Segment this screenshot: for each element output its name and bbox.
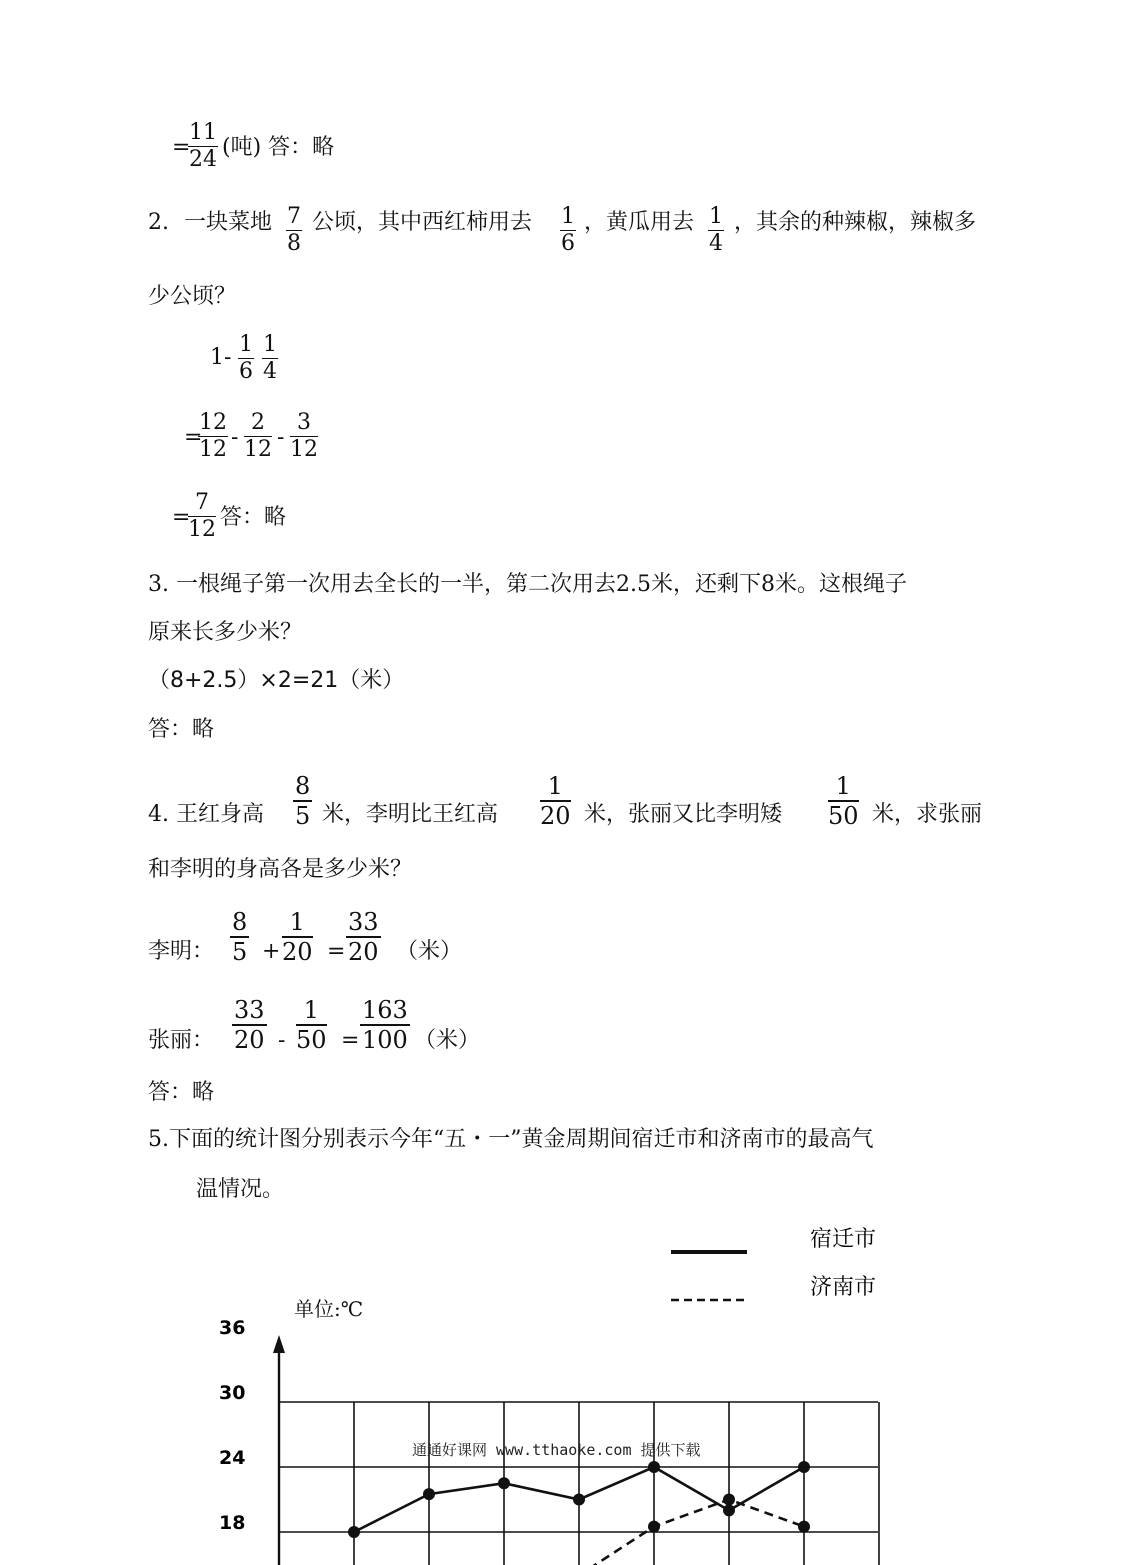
data-point	[348, 1526, 360, 1538]
prev-answer-prefix: =	[172, 135, 191, 160]
fraction-denominator: 4	[709, 231, 723, 256]
fraction-numerator: 7	[188, 490, 216, 517]
chart-watermark: 通通好课网 www.tthaoke.com 提供下载	[412, 1441, 701, 1459]
fraction-denominator: 50	[828, 802, 859, 830]
q4-text-4: 米，求张丽	[872, 802, 983, 827]
q2-step2-op1: -	[231, 425, 239, 450]
q4-liming-fraction-2	[282, 908, 313, 966]
q4-zhangli-fraction-2	[296, 996, 327, 1054]
data-point	[723, 1494, 735, 1506]
series-line	[354, 1467, 804, 1532]
q4-fraction-1	[293, 772, 312, 830]
q2-text-2: 公顷，其中西红柿用去	[312, 210, 533, 235]
fraction-denominator: 100	[362, 1026, 408, 1054]
fraction-numerator: 1	[239, 332, 253, 357]
fraction-denominator: 20	[234, 1026, 265, 1054]
q4-liming-label: 李明：	[148, 939, 215, 964]
q2-fraction-2	[560, 204, 576, 257]
fraction-denominator: 12	[188, 517, 216, 542]
q4-zhangli-op: -	[278, 1028, 286, 1053]
chart-legend	[671, 1227, 876, 1300]
q4-text-3: 米，张丽又比李明矮	[584, 802, 783, 827]
fraction-denominator: 12	[290, 437, 318, 462]
chart-unit-label: 单位:℃	[294, 1297, 364, 1321]
chart-y-ticks	[219, 1317, 245, 1534]
fraction-numerator: 33	[234, 996, 265, 1024]
q4-liming-unit: （米）	[396, 939, 463, 964]
q4-zhangli-unit: （米）	[414, 1028, 481, 1053]
y-tick-label: 18	[219, 1512, 246, 1534]
q2-number: 2.	[148, 210, 169, 235]
q4-liming-eq: =	[327, 939, 346, 964]
q2-fraction-3	[708, 204, 724, 257]
q4-liming-fraction-3	[346, 908, 381, 966]
fraction-numerator: 163	[362, 996, 408, 1024]
q2-step2-op2: -	[277, 425, 285, 450]
q2-step3-suffix: 答：略	[220, 505, 287, 530]
prev-answer-suffix: (吨) 答：略	[222, 135, 335, 160]
data-point	[573, 1494, 585, 1506]
q2-step1-prefix: 1-	[210, 345, 232, 370]
chart-series	[348, 1461, 810, 1565]
chart-axis	[273, 1335, 285, 1565]
y-axis-arrow-icon	[273, 1335, 285, 1353]
data-point	[498, 1477, 510, 1489]
q3-text-line1: 3. 一根绳子第一次用去全长的一半，第二次用去2.5米，还剩下8米。这根绳子	[148, 572, 907, 597]
q2-step3-fraction	[188, 490, 216, 543]
legend-label: 宿迁市	[810, 1227, 877, 1252]
q4-text-line2: 和李明的身高各是多少米？	[148, 857, 413, 882]
fraction-numerator: 1	[263, 332, 277, 357]
fraction-numerator: 1	[709, 204, 723, 229]
q4-text-1: 4. 王红身高	[148, 802, 264, 827]
fraction-denominator: 50	[296, 1026, 327, 1054]
q3-text-line2: 原来长多少米？	[148, 620, 303, 645]
fraction-denominator: 6	[239, 359, 253, 384]
q4-text-2: 米，李明比王红高	[322, 802, 499, 827]
y-tick-label: 24	[219, 1447, 246, 1469]
fraction-denominator: 8	[287, 231, 301, 256]
fraction-numerator: 7	[287, 204, 301, 229]
fraction-numerator: 11	[189, 120, 217, 145]
q4-zhangli-fraction-1	[232, 996, 267, 1054]
q2-step2-prefix: =	[184, 425, 203, 450]
data-point	[648, 1461, 660, 1473]
q2-step2-fraction-1	[198, 410, 228, 463]
fraction-denominator: 20	[348, 938, 379, 966]
series-line	[429, 1500, 804, 1565]
data-point	[648, 1521, 660, 1533]
q2-step3-prefix: =	[172, 505, 191, 530]
q2-text-1: 一块菜地	[184, 210, 273, 235]
y-tick-label: 36	[219, 1317, 246, 1339]
data-point	[798, 1521, 810, 1533]
q4-fraction-3	[828, 772, 859, 830]
q2-step2-fraction-3	[290, 410, 318, 463]
fraction-denominator: 20	[540, 802, 571, 830]
prev-answer-fraction	[188, 120, 218, 173]
data-point	[423, 1488, 435, 1500]
q5-text-line2: 温情况。	[196, 1177, 285, 1202]
q4-liming-op: +	[262, 939, 281, 964]
fraction-numerator: 3	[290, 410, 318, 437]
fraction-denominator: 20	[282, 938, 313, 966]
fraction-numerator: 1	[282, 908, 313, 938]
chart-grid	[279, 1402, 879, 1565]
legend-label: 济南市	[810, 1275, 877, 1300]
fraction-numerator: 33	[348, 908, 379, 936]
q4-zhangli-fraction-3	[360, 996, 410, 1054]
fraction-denominator: 12	[199, 437, 227, 462]
q2-step1-fraction-2	[262, 332, 278, 385]
fraction-numerator: 8	[232, 908, 248, 936]
q4-zhangli-eq: =	[341, 1028, 360, 1053]
fraction-denominator: 5	[295, 802, 311, 830]
q2-fraction-1	[286, 204, 302, 257]
y-tick-label: 30	[219, 1382, 246, 1404]
q3-answer: 答：略	[148, 717, 215, 742]
q5-text-line1: 5.下面的统计图分别表示今年“五・一”黄金周期间宿迁市和济南市的最高气	[148, 1127, 874, 1152]
q4-answer: 答：略	[148, 1080, 215, 1105]
q2-text-3: ，黄瓜用去	[584, 210, 695, 235]
q2-text-line2: 少公顷？	[148, 284, 237, 309]
fraction-denominator: 24	[189, 147, 217, 172]
q4-fraction-2	[540, 772, 571, 830]
q2-step2-fraction-2	[244, 410, 272, 463]
q4-zhangli-label: 张丽：	[148, 1028, 215, 1053]
fraction-numerator: 1	[828, 772, 859, 802]
data-point	[798, 1461, 810, 1473]
q4-liming-fraction-1	[230, 908, 249, 966]
q2-step1-fraction-1	[238, 332, 254, 385]
fraction-denominator: 5	[232, 938, 248, 966]
fraction-numerator: 12	[199, 410, 227, 435]
q2-text-4: ，其余的种辣椒，辣椒多	[734, 210, 977, 235]
data-point	[723, 1504, 735, 1516]
fraction-numerator: 1	[540, 772, 571, 802]
fraction-numerator: 8	[295, 772, 311, 800]
fraction-denominator: 12	[244, 437, 272, 462]
q3-calculation: （8+2.5）×2=21（米）	[148, 668, 405, 693]
fraction-numerator: 1	[296, 996, 327, 1026]
fraction-denominator: 4	[263, 359, 277, 384]
fraction-numerator: 1	[561, 204, 575, 229]
fraction-denominator: 6	[561, 231, 575, 256]
fraction-numerator: 2	[244, 410, 272, 437]
